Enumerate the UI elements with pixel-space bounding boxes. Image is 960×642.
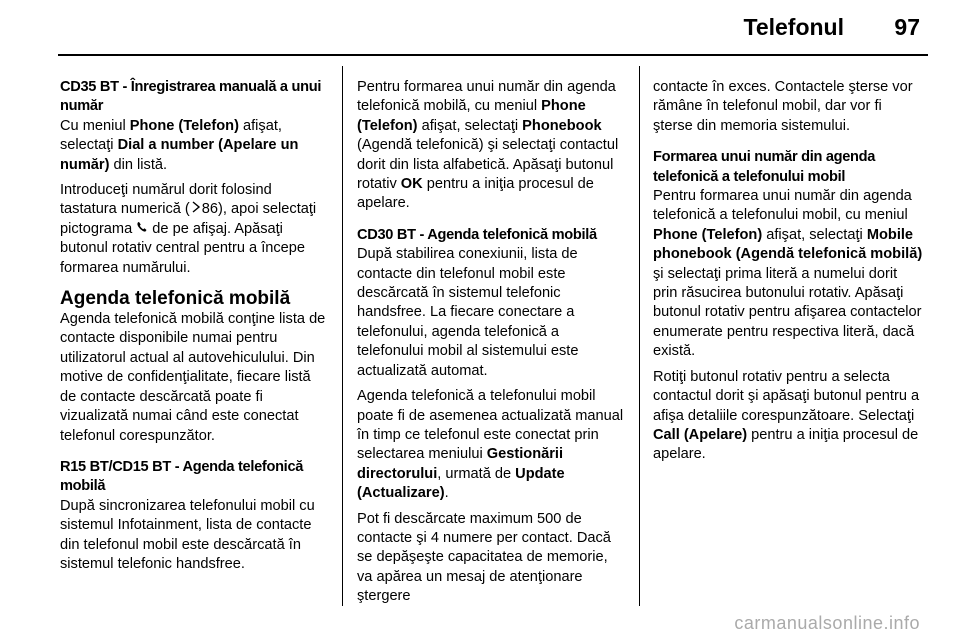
paragraph-call-contact: Rotiţi butonul rotativ pentru a selecta contactul dorit şi apăsaţi butonul pentru a afişa detaliile corespunzătoare. Selectaţi Call (Apelare) pentru a iniţia procesul de apelare. xyxy=(653,368,920,463)
paragraph-cd35-menu: Cu meniul Phone (Telefon) afişat, selectaţi Dial a number (Apelare un număr) din listă. xyxy=(60,117,299,173)
paragraph-r15-sync: După sincronizarea telefonului mobil cu sistemul Infotainment, lista de contacte din telefonul mobil este descărcată în sistemul telefonic handsfree. xyxy=(60,497,315,572)
heading-mobile-phonebook: Agenda telefonică mobilă xyxy=(60,288,291,310)
paragraph-capacity: Pot fi descărcate maximum 500 de contacte şi 4 numere per contact. Dacă se depăşeşte capacitatea de memorie, va apărea un mesaj de atenţionare ştergere xyxy=(357,510,611,605)
paragraph-dial-phonebook: Pentru formarea unui număr din agenda telefonică mobilă, cu meniul Phone (Telefon) afişat, selectaţi Phonebook (Agendă telefonică) şi selectaţi contactul dorit din lista alfabetică. Apăsaţi butonul rotativ OK pentru a iniţia procesul de apelare. xyxy=(357,79,619,212)
column-3 xyxy=(653,78,923,471)
column-divider-1 xyxy=(342,66,343,606)
paragraph-excess-contacts: contacte în exces. Contactele şterse vor rămâne în telefonul mobil, dar vor fi şterse din memoria sistemului. xyxy=(653,79,913,134)
page-number: 97 xyxy=(894,14,920,40)
paragraph-manual-update: Agenda telefonică a telefonului mobil poate fi de asemenea actualizată manual în timp ce telefonul este conectat prin selectarea meniului Gestionării directorului, urmată de Update (Actualizare). xyxy=(357,388,624,502)
heading-r15-cd15: R15 BT/CD15 BT - Agenda telefonică mobilă xyxy=(60,458,304,495)
section-title: Telefonul xyxy=(743,14,844,40)
page-header xyxy=(0,0,960,50)
paragraph-cd30-sync: După stabilirea conexiunii, lista de contacte din telefonul mobil este descărcată în sistemul telefonic handsfree. La fiecare conectare a telefonului, agenda telefonică a telefonului mobil al sistemului este actualizată automat. xyxy=(357,246,579,379)
watermark: carmanualsonline.info xyxy=(734,613,920,633)
header-rule xyxy=(58,54,928,56)
column-divider-2 xyxy=(639,66,640,606)
page-reference-icon xyxy=(190,200,202,219)
column-1 xyxy=(60,78,328,580)
heading-cd30: CD30 BT - Agenda telefonică mobilă xyxy=(357,226,597,243)
heading-dial-mobile-phonebook: Formarea unui număr din agenda telefonică a telefonului mobil xyxy=(653,149,876,185)
paragraph-mobile-phonebook-select: Pentru formarea unui număr din agenda telefonică a telefonului mobil, cu meniul Phone (Telefon) afişat, selectaţi Mobile phonebook (Agendă telefonică mobilă) şi selectaţi prima literă a numelui dorit prin răsucirea butonului rotativ. Apăsaţi butonul rotativ pentru afişarea contactelor enumerate pentru respectiva literă, dacă există. xyxy=(653,188,923,360)
column-2 xyxy=(357,78,625,613)
heading-cd35-manual: CD35 BT - Înregistrarea manuală a unui număr xyxy=(60,79,322,115)
phone-handset-icon xyxy=(136,220,148,239)
paragraph-cd35-keypad: Introduceţi numărul dorit folosind tastatura numerică ( 86), apoi selectaţi pictograma de pe afişaj. Apăsaţi butonul rotativ central pentru a începe formarea numărului. xyxy=(60,182,317,276)
paragraph-phonebook-intro: Agenda telefonică mobilă conţine lista de contacte disponibile numai pentru utilizatorul actual al autovehiculului. Din motive de confidenţialitate, fiecare listă de contacte descărcată poate fi vizualizată numai când este conectat telefonul corespunzător. xyxy=(60,311,326,444)
